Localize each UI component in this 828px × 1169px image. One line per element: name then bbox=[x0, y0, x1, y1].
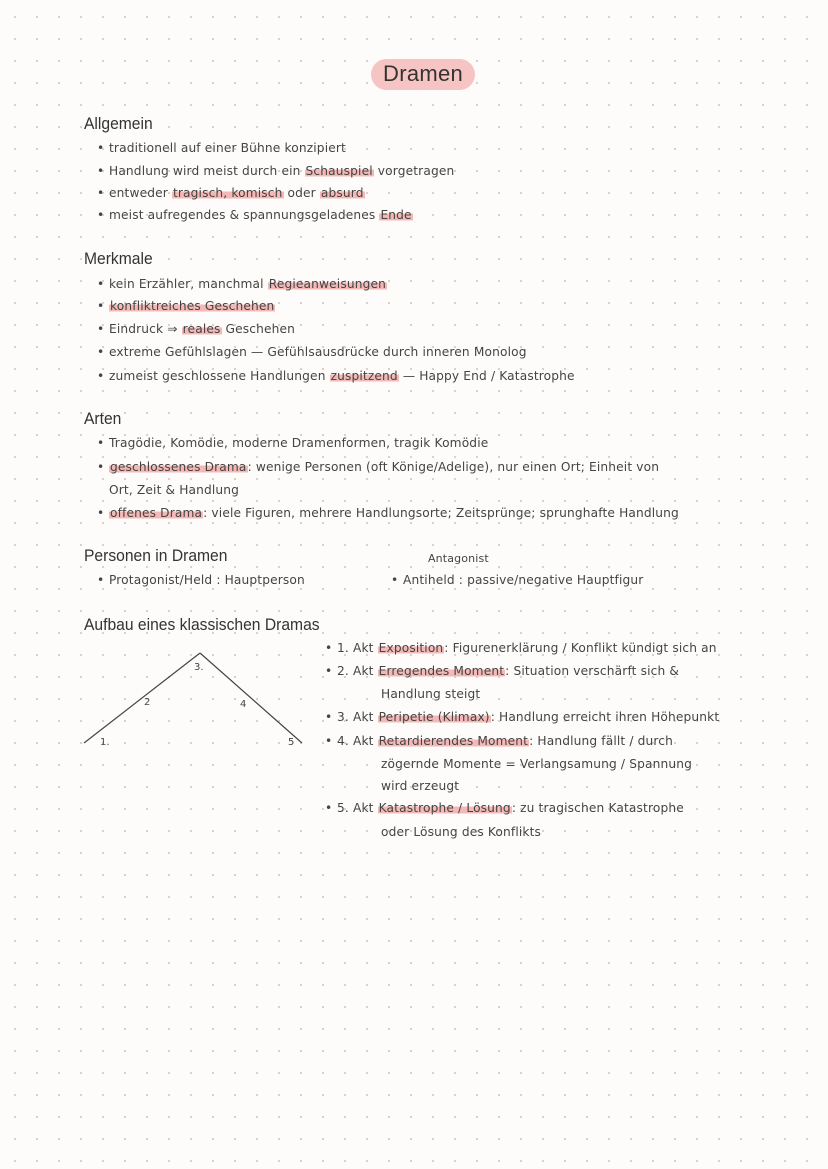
akt-2-cont: Handlung steigt bbox=[381, 687, 481, 701]
akt-4-cont-2: wird erzeugt bbox=[381, 779, 460, 793]
akt-3: • 3. Akt Peripetie (Klimax): Handlung erreicht ihren Höhepunkt bbox=[325, 710, 720, 724]
akt-2: • 2. Akt Erregendes Moment: Situation verschärft sich & bbox=[325, 664, 680, 678]
heading-aufbau: Aufbau eines klassischen Dramas bbox=[84, 615, 320, 634]
merkmale-bullet-5: • zumeist geschlossene Handlungen zuspitzend — Happy End / Katastrophe bbox=[97, 369, 575, 383]
heading-personen: Personen in Dramen bbox=[84, 546, 228, 565]
arten-bullet-3: • offenes Drama: viele Figuren, mehrere Handlungsorte; Zeitsprünge; sprunghafte Handlung bbox=[97, 506, 679, 520]
akt-4: • 4. Akt Retardierendes Moment: Handlung fällt / durch bbox=[325, 734, 674, 748]
heading-merkmale: Merkmale bbox=[84, 249, 153, 268]
arten-bullet-1: • Tragödie, Komödie, moderne Dramenformen, tragik Komödie bbox=[97, 436, 489, 450]
allgemein-bullet-2: • Handlung wird meist durch ein Schauspiel vorgetragen bbox=[97, 164, 455, 178]
allgemein-bullet-1: • traditionell auf einer Bühne konzipiert bbox=[97, 141, 346, 155]
pyramid-label-2: 2 bbox=[144, 697, 151, 708]
personen-antagonist-note: Antagonist bbox=[428, 552, 489, 565]
pyramid-label-4: 4 bbox=[240, 699, 247, 710]
freytag-pyramid-diagram bbox=[80, 645, 310, 750]
merkmale-bullet-2: • konfliktreiches Geschehen bbox=[97, 299, 275, 313]
heading-arten: Arten bbox=[84, 409, 122, 428]
pyramid-label-1: 1. bbox=[100, 737, 110, 748]
allgemein-bullet-3: • entweder tragisch, komisch oder absurd bbox=[97, 186, 364, 200]
page-title: Dramen bbox=[371, 59, 475, 90]
pyramid-rising-line bbox=[84, 653, 200, 743]
merkmale-bullet-3: • Eindruck ⇒ reales Geschehen bbox=[97, 322, 296, 336]
merkmale-bullet-4: • extreme Gefühlslagen — Gefühlsausdrücke durch inneren Monolog bbox=[97, 345, 527, 359]
pyramid-label-5: 5 bbox=[288, 737, 295, 748]
akt-4-cont-1: zögernde Momente = Verlangsamung / Spannung bbox=[381, 757, 692, 771]
akt-1: • 1. Akt Exposition: Figurenerklärung / Konflikt kündigt sich an bbox=[325, 641, 717, 655]
akt-5-cont: oder Lösung des Konflikts bbox=[381, 825, 542, 839]
allgemein-bullet-4: • meist aufregendes & spannungsgeladenes Ende bbox=[97, 208, 412, 222]
personen-antiheld: • Antiheld : passive/negative Hauptfigur bbox=[391, 573, 644, 587]
heading-allgemein: Allgemein bbox=[84, 114, 153, 133]
merkmale-bullet-1: • kein Erzähler, manchmal Regieanweisungen bbox=[97, 277, 386, 291]
personen-protagonist: • Protagonist/Held : Hauptperson bbox=[97, 573, 305, 587]
arten-bullet-2: • geschlossenes Drama: wenige Personen (oft Könige/Adelige), nur einen Ort; Einheit von bbox=[97, 460, 660, 474]
akt-5: • 5. Akt Katastrophe / Lösung: zu tragischen Katastrophe bbox=[325, 801, 684, 815]
pyramid-falling-line bbox=[200, 653, 302, 743]
pyramid-label-3: 3. bbox=[194, 662, 204, 673]
arten-bullet-2-cont: Ort, Zeit & Handlung bbox=[109, 483, 240, 497]
